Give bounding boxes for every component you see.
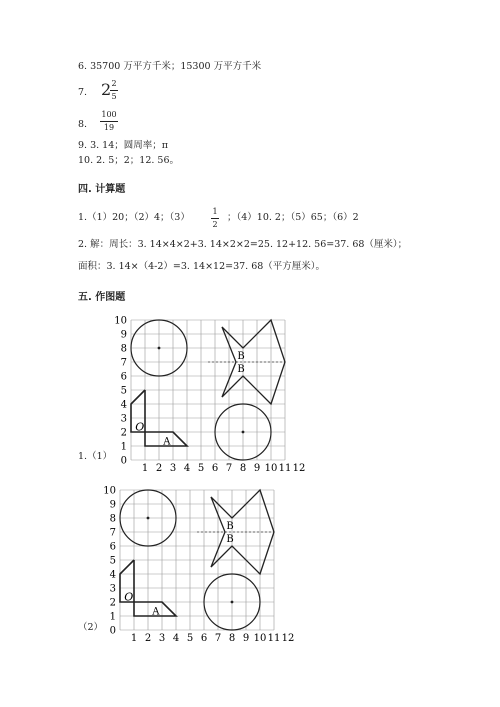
y-tick-label: 3 — [120, 413, 127, 425]
y-tick-label: 2 — [120, 427, 127, 439]
y-tick-label: 10 — [114, 315, 127, 327]
answer-8-numerator: 100 — [101, 110, 117, 119]
y-tick-label: 1 — [109, 611, 116, 623]
y-tick-label: 10 — [103, 485, 116, 497]
circle-center-dot — [242, 431, 245, 434]
label-a: A — [152, 606, 160, 618]
calc-2-line-1: 2. 解：周长：3. 14×4×2+3. 14×2×2=25. 12+12. 56=37. 68（厘米）； — [78, 239, 408, 250]
y-tick-label: 3 — [109, 583, 116, 595]
y-tick-label: 4 — [109, 569, 116, 581]
x-tick-label: 9 — [242, 633, 250, 644]
y-tick-label: 5 — [120, 385, 127, 397]
answer-6: 6. 35700 万平方千米；15300 万平方千米 — [78, 61, 262, 72]
y-tick-label: 7 — [120, 357, 127, 369]
x-tick-label: 4 — [183, 463, 191, 474]
label-a: A — [163, 436, 171, 448]
y-tick-label: 0 — [109, 625, 116, 637]
circle-center-dot — [147, 517, 150, 520]
y-tick-label: 2 — [109, 597, 116, 609]
figure-2-label: （2） — [78, 622, 104, 633]
answer-8-denominator: 19 — [103, 123, 115, 132]
x-tick-label: 2 — [144, 633, 152, 644]
x-tick-label: 2 — [155, 463, 163, 474]
x-tick-label: 8 — [228, 633, 236, 644]
section-5-title: 五. 作图题 — [78, 292, 126, 303]
calc-2-line-2: 面积：3. 14×（4-2）=3. 14×12=37. 68（平方厘米）。 — [78, 261, 326, 272]
calc-1-left: 1.（1）20；（2）4；（3） — [78, 212, 190, 223]
answer-10: 10. 2. 5；2；12. 56。 — [78, 155, 180, 166]
calc-1-denominator: 2 — [212, 220, 218, 229]
label-b-lower: B — [237, 363, 245, 375]
x-tick-label: 6 — [200, 633, 208, 644]
x-tick-label: 8 — [239, 463, 247, 474]
x-tick-label: 3 — [158, 633, 166, 644]
y-tick-label: 7 — [109, 527, 116, 539]
circle-center-dot — [158, 347, 161, 350]
label-o: O — [124, 590, 134, 604]
answer-9: 9. 3. 14；圆周率；π — [78, 140, 168, 151]
x-tick-label: 1 — [141, 463, 149, 474]
x-tick-label: 5 — [186, 633, 194, 644]
y-tick-label: 8 — [109, 513, 116, 525]
calc-1-right: ；（4）10. 2；（5）65；（6）2 — [227, 212, 359, 223]
answer-7-whole: 2 — [101, 80, 112, 99]
x-tick-label: 6 — [211, 463, 219, 474]
x-tick-label: 9 — [253, 463, 261, 474]
x-tick-label: 11 — [278, 463, 292, 474]
x-tick-label: 10 — [264, 463, 278, 474]
y-tick-label: 6 — [109, 541, 116, 553]
section-4-title: 四. 计算题 — [78, 184, 126, 195]
y-tick-label: 9 — [120, 329, 127, 341]
x-tick-label: 7 — [214, 633, 222, 644]
answer-8-number: 8. — [78, 119, 88, 130]
figure-1-label: 1.（1） — [78, 451, 113, 462]
y-tick-label: 5 — [109, 555, 116, 567]
y-tick-label: 9 — [109, 499, 116, 511]
answer-7-numerator: 2 — [111, 79, 117, 88]
circle-center-dot — [231, 601, 234, 604]
y-tick-label: 1 — [120, 441, 127, 453]
label-o: O — [135, 420, 145, 434]
answer-7-number: 7. — [78, 87, 88, 98]
label-b-upper: B — [237, 351, 245, 363]
x-tick-label: 5 — [197, 463, 205, 474]
x-tick-label: 12 — [292, 463, 306, 474]
y-tick-label: 6 — [120, 371, 127, 383]
x-tick-label: 10 — [253, 633, 267, 644]
x-tick-label: 3 — [169, 463, 177, 474]
x-tick-label: 1 — [130, 633, 138, 644]
x-tick-label: 4 — [172, 633, 180, 644]
y-tick-label: 8 — [120, 343, 127, 355]
x-tick-label: 11 — [267, 633, 281, 644]
calc-1-numerator: 1 — [212, 207, 218, 216]
label-b-lower: B — [226, 533, 234, 545]
x-tick-label: 12 — [281, 633, 295, 644]
answer-7-denominator: 5 — [111, 92, 117, 101]
x-tick-label: 7 — [225, 463, 233, 474]
label-b-upper: B — [226, 521, 234, 533]
y-tick-label: 4 — [120, 399, 127, 411]
y-tick-label: 0 — [120, 455, 127, 467]
